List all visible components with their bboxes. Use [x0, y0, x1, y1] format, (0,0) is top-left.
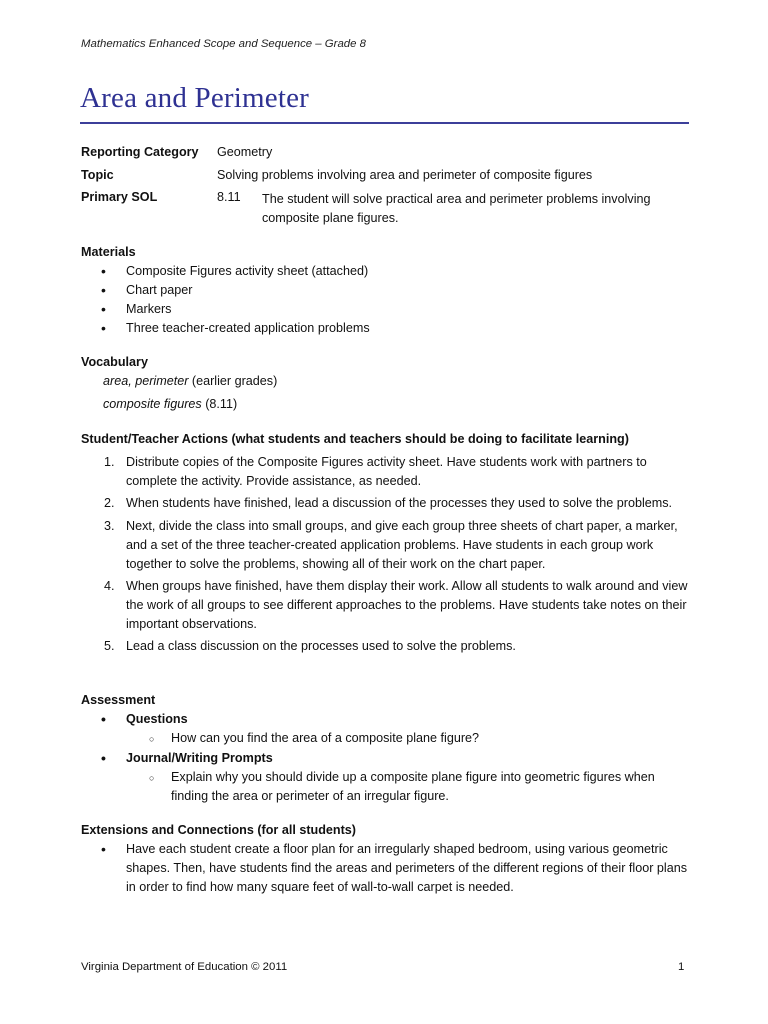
vocabulary-section: [81, 353, 691, 414]
prompts-sublist: [81, 768, 691, 807]
list-item: [81, 577, 691, 634]
step-number: 3.: [104, 518, 115, 533]
step-text: Distribute copies of the Composite Figures activity sheet. Have students work with partners to complete the activity. Provide assistance, as needed.: [126, 455, 647, 488]
actions-list: [81, 453, 691, 656]
page-number: 1: [678, 961, 685, 973]
primary-sol-code: 8.11: [217, 190, 241, 204]
step-text: Lead a class discussion on the processes used to solve the problems.: [126, 639, 516, 654]
prompts-label: Journal/Writing Prompts: [126, 750, 273, 765]
list-item: • Have each student create a floor plan for an irregularly shaped bedroom, using various geometric shapes. Then, have students find the areas and perimeters of the different regions of their floor plans in order to find how many square feet of wall-to-wall carpet is needed.: [81, 840, 691, 897]
actions-heading: Student/Teacher Actions (what students and teachers should be doing to facilitate learning): [81, 432, 629, 446]
step-number: 5.: [104, 639, 115, 654]
assessment-section: [81, 691, 691, 807]
materials-heading: Materials: [81, 245, 136, 259]
list-item: [81, 453, 691, 491]
assessment-list: [81, 710, 691, 729]
vocabulary-heading: Vocabulary: [81, 355, 148, 369]
reporting-category-row: [81, 145, 691, 168]
extensions-section: [81, 821, 691, 897]
page-title: Area and Perimeter: [80, 82, 310, 114]
list-item: [81, 637, 691, 656]
actions-section: [81, 430, 691, 659]
vocabulary-note: (earlier grades): [188, 374, 278, 388]
questions-sublist: [81, 729, 691, 749]
list-item: • Three teacher-created application problems: [81, 319, 691, 338]
step-text: When students have finished, lead a discussion of the processes they used to solve the problems.: [126, 496, 673, 511]
list-item: [81, 494, 691, 513]
extensions-list: [81, 840, 691, 897]
vocabulary-line: [81, 395, 691, 414]
list-item: • Markers: [81, 300, 691, 319]
primary-sol-label: Primary SOL: [81, 190, 158, 204]
topic-label: Topic: [81, 167, 114, 182]
list-item: ○ Explain why you should divide up a composite plane figure into geometric figures when finding the area or perimeter of an irregular figure.: [81, 768, 691, 807]
list-item: • Composite Figures activity sheet (attached): [81, 262, 691, 281]
assessment-heading: Assessment: [81, 693, 156, 707]
primary-sol-text: The student will solve practical area and perimeter problems involving composite plane figures.: [262, 192, 651, 225]
title-divider: [80, 122, 689, 124]
step-text: When groups have finished, have them display their work. Allow all students to walk around and view the work of all groups to see different approaches to the problems. Have students take notes on their important observations.: [126, 578, 688, 631]
questions-label: Questions: [126, 712, 188, 726]
step-number: 1.: [104, 455, 115, 469]
primary-sol-row: [81, 190, 691, 230]
list-item: ○ How can you find the area of a composite plane figure?: [81, 729, 691, 749]
topic-row: [81, 168, 691, 191]
materials-list: [81, 262, 691, 338]
step-text: Next, divide the class into small groups, and give each group three sheets of chart paper, a marker, and a set of the three teacher-created application problems. Have students in each group work together to solve the problems, showing all of their work on the chart paper.: [126, 518, 678, 571]
vocabulary-terms: composite figures: [103, 397, 202, 411]
vocabulary-note: (8.11): [201, 397, 238, 411]
vocabulary-line: [81, 372, 691, 391]
reporting-category-value: Geometry: [217, 145, 273, 159]
list-item: [81, 517, 691, 574]
vocabulary-terms: area, perimeter: [103, 374, 189, 388]
list-item: • Chart paper: [81, 281, 691, 300]
materials-section: [81, 243, 691, 338]
list-item: [81, 710, 691, 729]
reporting-category-label: Reporting Category: [81, 145, 199, 159]
list-item: [81, 749, 691, 768]
extensions-heading: Extensions and Connections (for all students): [81, 823, 356, 837]
footer-copyright: Virginia Department of Education © 2011: [81, 961, 288, 973]
running-header: Mathematics Enhanced Scope and Sequence – Grade 8: [81, 38, 366, 50]
assessment-list: [81, 749, 691, 768]
step-number: 4.: [104, 578, 115, 593]
step-number: 2.: [104, 496, 115, 511]
topic-value: Solving problems involving area and perimeter of composite figures: [217, 167, 593, 182]
lesson-meta: [81, 145, 691, 230]
